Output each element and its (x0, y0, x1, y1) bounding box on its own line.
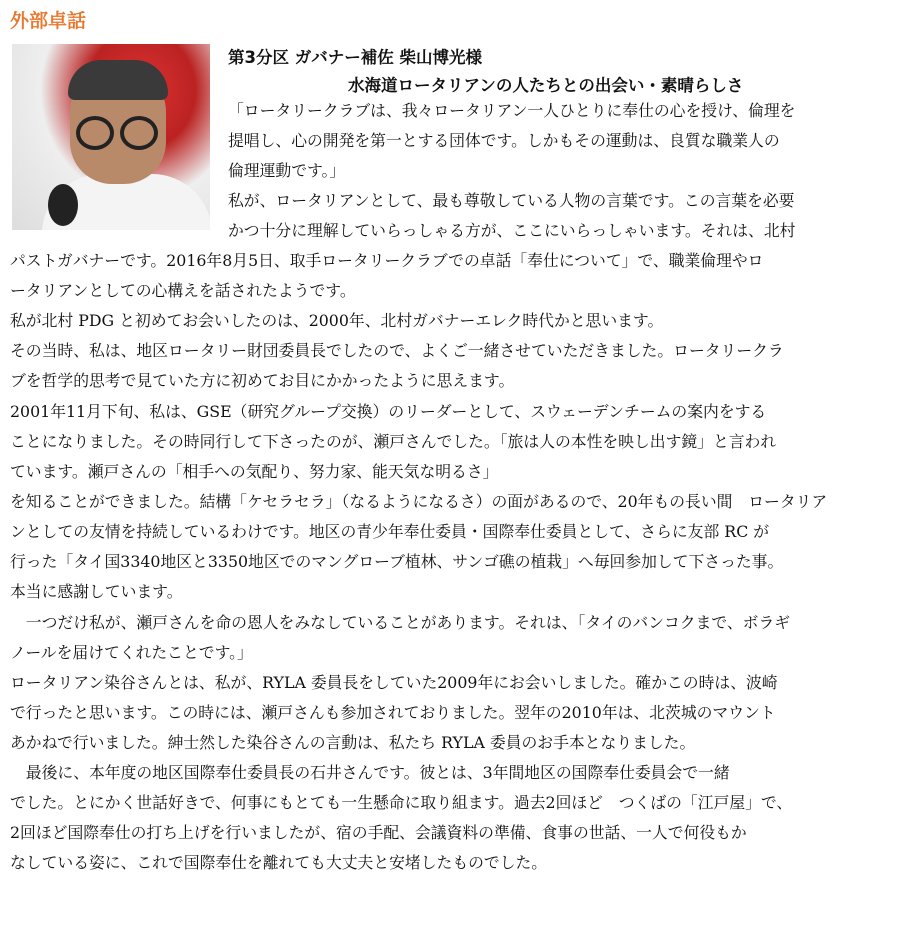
body-line: 行った「タイ国3340地区と3350地区でのマングローブ植林、サンゴ礁の植栽」へ毎回参加して下さった事。 (10, 552, 784, 571)
photo-glasses-right (120, 116, 158, 150)
body-line: 倫理運動です。」 (228, 161, 346, 180)
talk-subtitle: 水海道ロータリアンの人たちとの出会い・素晴らしさ (348, 76, 744, 95)
body-line: ことになりました。その時同行して下さったのが、瀬戸さんでした。「旅は人の本性を映し出す鏡」と言われ (10, 432, 777, 451)
body-line: ロータリアン染谷さんとは、私が、RYLA 委員長をしていた2009年にお会いしました。確かこの時は、波崎 (10, 673, 778, 692)
body-line: で行ったと思います。この時には、瀬戸さんも参加されておりました。翌年の2010年は、北茨城のマウント (10, 703, 776, 722)
section-title: 外部卓話 (10, 10, 87, 32)
body-line: ンとしての友情を持続しているわけです。地区の青少年奉仕委員・国際奉仕委員として、さらに友部 RC が (10, 522, 770, 541)
body-line: 提唱し、心の開発を第一とする団体です。しかもその運動は、良質な職業人の (228, 131, 780, 150)
body-line: 2回ほど国際奉仕の打ち上げを行いましたが、宿の手配、会議資料の準備、食事の世話、一人で何役もか (10, 823, 747, 842)
body-line: 私が、ロータリアンとして、最も尊敬している人物の言葉です。この言葉を必要 (228, 191, 795, 210)
body-line: かつ十分に理解していらっしゃる方が、ここにいらっしゃいます。それは、北村 (228, 221, 796, 240)
body-line: あかねで行いました。紳士然した染谷さんの言動は、私たち RYLA 委員のお手本となりました。 (10, 733, 696, 752)
speaker-photo (12, 44, 210, 230)
body-line: その当時、私は、地区ロータリー財団委員長でしたので、よくご一緒させていただきました。ロータリークラ (10, 341, 784, 360)
body-line: 2001年11月下旬、私は、GSE（研究グループ交換）のリーダーとして、スウェーデンチームの案内をする (10, 402, 767, 421)
body-line: 本当に感謝しています。 (10, 582, 183, 601)
body-line: ています。瀬戸さんの「相手への気配り、努力家、能天気な明るさ」 (10, 462, 499, 481)
body-line: ータリアンとしての心構えを話されたようです。 (10, 281, 356, 300)
body-line: 私が北村 PDG と初めてお会いしたのは、2000年、北村ガバナーエレク時代かと思います。 (10, 311, 664, 330)
body-line: 最後に、本年度の地区国際奉仕委員長の石井さんです。彼とは、3年間地区の国際奉仕委員会で一緒 (10, 763, 730, 782)
speaker-heading: 第3分区 ガバナー補佐 柴山博光様 (228, 48, 482, 67)
body-line: 一つだけ私が、瀬戸さんを命の恩人をみなしていることがあります。それは、「タイのバンコクまで、ボラギ (10, 613, 791, 632)
body-line: を知ることができました。結構「ケセラセラ」（なるようになるさ）の面があるので、20年もの長い間 ロータリア (10, 492, 828, 511)
microphone-icon (48, 184, 78, 226)
body-line: ノールを届けてくれたことです。」 (10, 643, 253, 662)
body-line: ブを哲学的思考で見ていた方に初めてお目にかかったように思えます。 (10, 371, 515, 390)
body-line: パストガバナーです。2016年8月5日、取手ロータリークラブでの卓話「奉仕について」で、職業倫理やロ (10, 251, 764, 270)
body-line: でした。とにかく世話好きで、何事にもとても一生懸命に取り組ます。過去2回ほど つくばの「江戸屋」で、 (10, 793, 793, 812)
photo-hair (68, 60, 168, 100)
body-line: なしている姿に、これで国際奉仕を離れても大丈夫と安堵したものでした。 (10, 853, 548, 872)
body-line: 「ロータリークラブは、我々ロータリアン一人ひとりに奉仕の心を授け、倫理を (228, 101, 796, 120)
photo-glasses-left (76, 116, 114, 150)
